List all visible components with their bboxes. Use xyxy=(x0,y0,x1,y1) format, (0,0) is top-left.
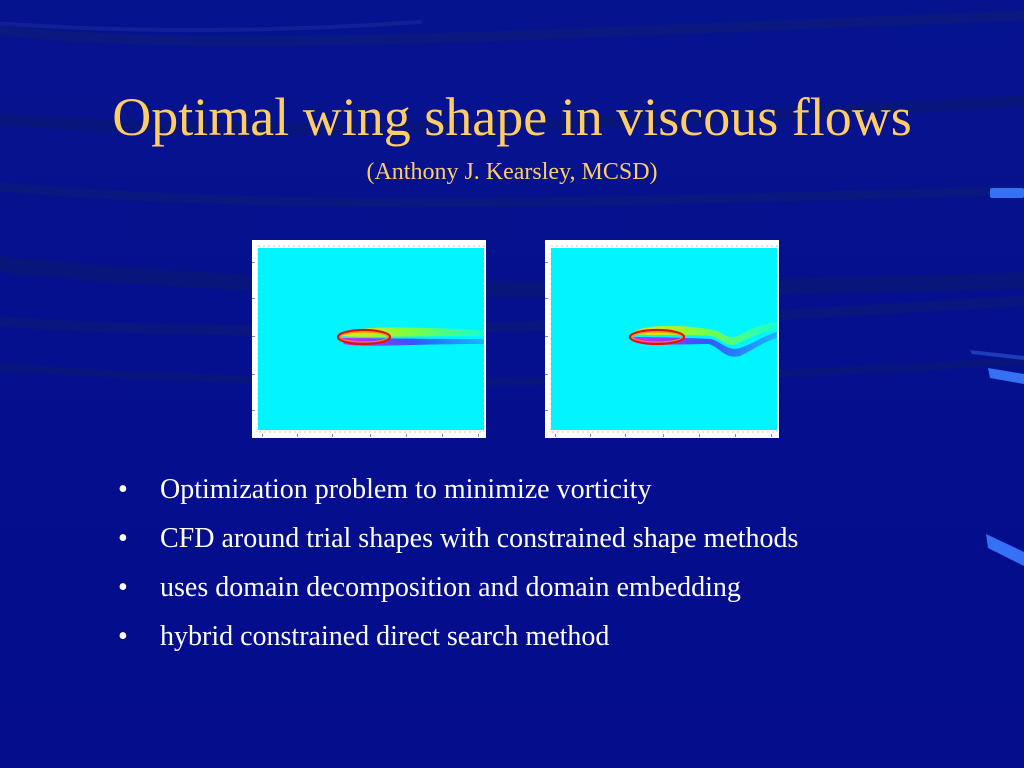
vorticity-field-plot-icon xyxy=(545,240,779,438)
bullet-text: hybrid constrained direct search method xyxy=(160,621,610,652)
bullet-marker: • xyxy=(118,474,128,505)
bullet-item xyxy=(0,470,1000,519)
bullet-marker: • xyxy=(118,621,128,652)
vorticity-plot-left xyxy=(252,240,486,438)
bullet-list xyxy=(0,470,1000,666)
bullet-text: Optimization problem to minimize vorticity xyxy=(160,474,652,505)
vorticity-plot-right xyxy=(545,240,779,438)
bullet-marker: • xyxy=(118,572,128,603)
vorticity-field-plot-icon xyxy=(252,240,486,438)
bullet-item xyxy=(0,568,1000,617)
bullet-text: CFD around trial shapes with constrained shape methods xyxy=(160,523,799,554)
slide-subtitle: (Anthony J. Kearsley, MCSD) xyxy=(366,159,658,185)
slide-title: Optimal wing shape in viscous flows xyxy=(112,87,912,147)
bullet-item xyxy=(0,617,1000,666)
bullet-item xyxy=(0,519,1000,568)
bullet-marker: • xyxy=(118,523,128,554)
bullet-text: uses domain decomposition and domain embedding xyxy=(160,572,741,603)
